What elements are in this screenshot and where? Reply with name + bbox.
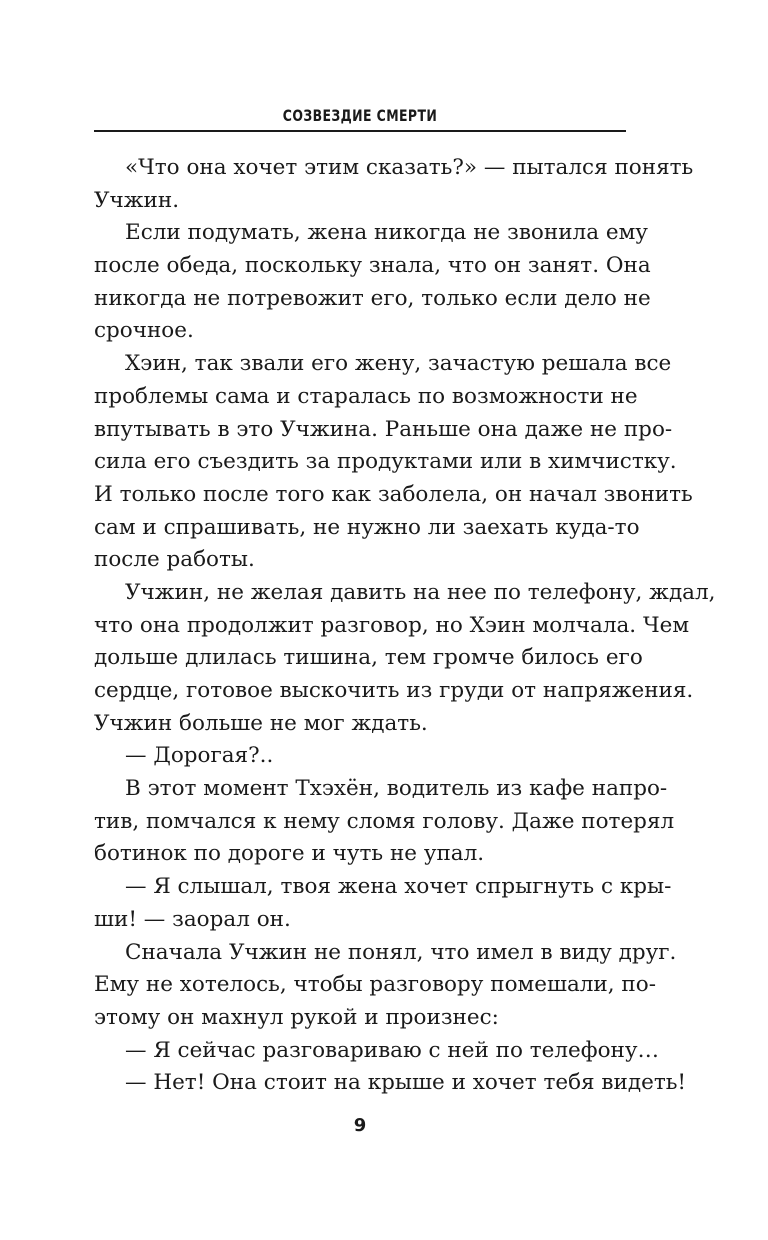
- page-number: 9: [353, 1115, 367, 1136]
- text-line: Сначала Учжин не понял, что имел в виду друг.: [125, 939, 677, 965]
- text-line: — Дорогая?..: [125, 743, 274, 769]
- text-line: сердце, готовое выскочить из груди от напряжения.: [94, 678, 694, 703]
- text-line: Хэин, так звали его жену, зачастую решала все: [125, 351, 672, 377]
- text-line: Учжин больше не мог ждать.: [94, 710, 428, 736]
- text-line: В этот момент Тхэхён, водитель из кафе напро-: [125, 776, 668, 802]
- text-line: ши! — заорал он.: [94, 906, 291, 932]
- text-line: сила его съездить за продуктами или в химчистку.: [94, 449, 677, 475]
- text-line: ботинок по дороге и чуть не упал.: [94, 841, 485, 867]
- text-line: после работы.: [94, 547, 255, 573]
- text-line: что она продолжит разговор, но Хэин молчала. Чем: [94, 612, 690, 638]
- running-head: СОЗВЕЗДИЕ СМЕРТИ: [282, 106, 438, 125]
- text-line: И только после того как заболела, он начал звонить: [94, 481, 693, 507]
- text-line: «Что она хочет этим сказать?» — пытался понять: [125, 155, 694, 180]
- text-line: — Нет! Она стоит на крыше и хочет тебя видеть!: [125, 1070, 687, 1096]
- body-text: [94, 152, 716, 1100]
- text-line: впутывать в это Учжина. Раньше она даже не про-: [94, 416, 673, 442]
- text-line: сам и спрашивать, не нужно ли заехать куда-то: [94, 514, 640, 540]
- text-line: срочное.: [94, 318, 194, 344]
- text-line: тив, помчался к нему сломя голову. Даже потерял: [94, 808, 675, 834]
- text-line: никогда не потревожит его, только если дело не: [94, 285, 651, 311]
- text-line: — Я сейчас разговариваю с ней по телефону…: [125, 1037, 659, 1063]
- text-line: Если подумать, жена никогда не звонила ему: [125, 220, 648, 246]
- header-rule: [94, 130, 626, 132]
- text-line: дольше длилась тишина, тем громче билось его: [94, 645, 643, 671]
- text-line: этому он махнул рукой и произнес:: [94, 1004, 499, 1030]
- text-line: Ему не хотелось, чтобы разговору помешали, по-: [94, 972, 656, 998]
- text-line: Учжин, не желая давить на нее по телефону, ждал,: [125, 579, 716, 605]
- text-line: — Я слышал, твоя жена хочет спрыгнуть с кры-: [125, 874, 672, 900]
- text-line: Учжин.: [94, 187, 180, 213]
- text-line: проблемы сама и старалась по возможности не: [94, 383, 638, 409]
- text-line: после обеда, поскольку знала, что он занят. Она: [94, 253, 651, 279]
